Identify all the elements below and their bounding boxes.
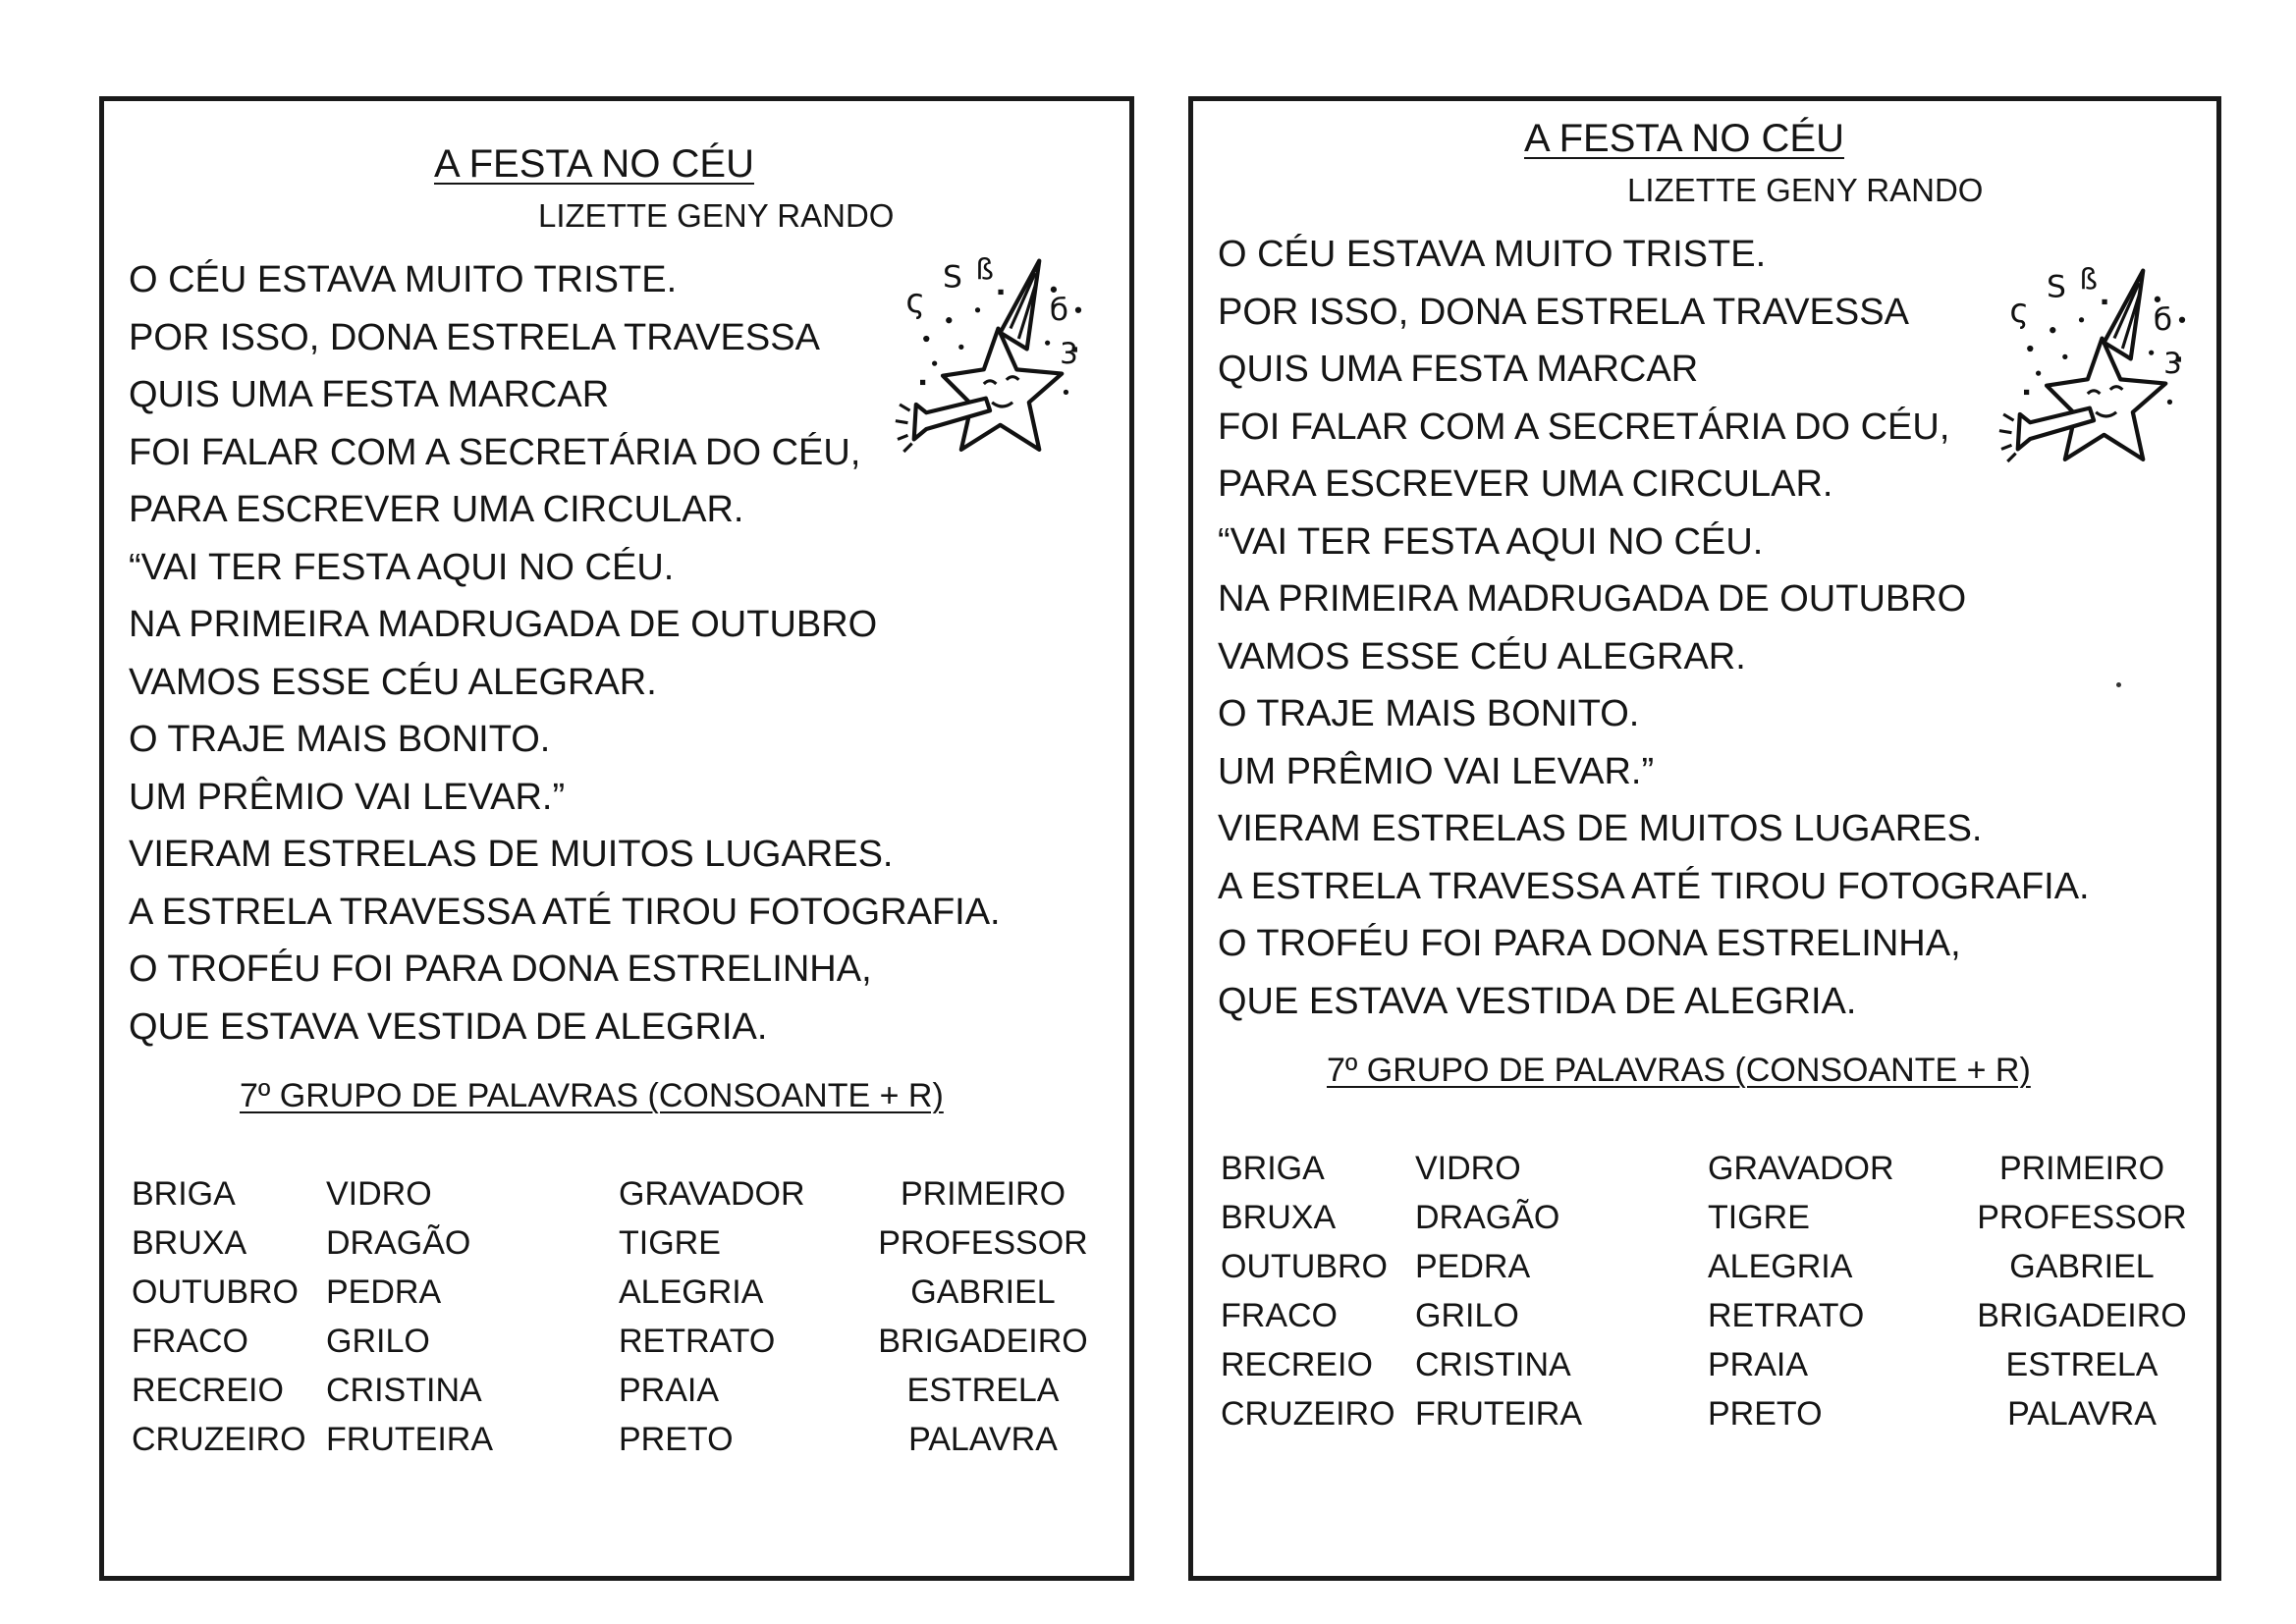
story-sheet-left — [99, 96, 1134, 1581]
poem-line: NA PRIMEIRA MADRUGADA DE OUTUBRO — [1218, 578, 1967, 620]
word: BRIGADEIRO — [878, 1323, 1088, 1360]
poem-line: O CÉU ESTAVA MUITO TRISTE. — [129, 259, 678, 300]
poem-line: PARA ESCREVER UMA CIRCULAR. — [129, 489, 744, 530]
word: GABRIEL — [910, 1273, 1056, 1311]
poem-line: QUIS UMA FESTA MARCAR — [129, 374, 610, 415]
word: BRIGA — [132, 1175, 236, 1213]
word: VIDRO — [326, 1175, 432, 1213]
word-column-2 — [1415, 1144, 1582, 1438]
word: CRISTINA — [1415, 1346, 1571, 1383]
poem-line: A ESTRELA TRAVESSA ATÉ TIROU FOTOGRAFIA. — [129, 891, 1001, 933]
word: PRIMEIRO — [900, 1175, 1066, 1213]
poem-line: O TRAJE MAIS BONITO. — [129, 719, 551, 760]
word: VIDRO — [1415, 1150, 1521, 1187]
poem-line: POR ISSO, DONA ESTRELA TRAVESSA — [1218, 291, 1909, 333]
word: ESTRELA — [2005, 1346, 2159, 1383]
word-column-3 — [619, 1169, 805, 1464]
story-title: A FESTA NO CÉU — [434, 142, 754, 186]
word: OUTUBRO — [132, 1273, 299, 1311]
word: PALAVRA — [908, 1421, 1058, 1458]
word-column-4 — [870, 1169, 1096, 1464]
word: PEDRA — [326, 1273, 442, 1311]
poem-line: VIERAM ESTRELAS DE MUITOS LUGARES. — [129, 834, 894, 875]
word: DRAGÃO — [1415, 1199, 1560, 1236]
word-column-3 — [1708, 1144, 1894, 1438]
poem-line: O CÉU ESTAVA MUITO TRISTE. — [1218, 234, 1767, 275]
word: PALAVRA — [2007, 1395, 2157, 1433]
word: BRUXA — [1221, 1199, 1337, 1236]
word: CRISTINA — [326, 1372, 482, 1409]
story-author: LIZETTE GENY RANDO — [1627, 172, 1984, 208]
word: BRIGADEIRO — [1977, 1297, 2187, 1334]
word: GRAVADOR — [1708, 1150, 1894, 1187]
word: RECREIO — [132, 1372, 284, 1409]
story-title: A FESTA NO CÉU — [1524, 117, 1844, 160]
poem-line: “VAI TER FESTA AQUI NO CÉU. — [1218, 520, 1764, 563]
poem-line: A ESTRELA TRAVESSA ATÉ TIROU FOTOGRAFIA. — [1218, 865, 2090, 907]
poem-line: O TROFÉU FOI PARA DONA ESTRELINHA, — [129, 948, 872, 990]
poem-line: PARA ESCREVER UMA CIRCULAR. — [1218, 463, 1833, 505]
word-column-2 — [326, 1169, 493, 1464]
poem-text — [1218, 226, 2090, 1030]
poem-line: O TRAJE MAIS BONITO. — [1218, 693, 1640, 734]
word: OUTUBRO — [1221, 1248, 1388, 1285]
word: ESTRELA — [906, 1372, 1060, 1409]
poem-line: UM PRÊMIO VAI LEVAR.” — [129, 776, 566, 818]
poem-line: “VAI TER FESTA AQUI NO CÉU. — [129, 546, 675, 588]
word: GRILO — [1415, 1297, 1519, 1334]
poem-line: UM PRÊMIO VAI LEVAR.” — [1218, 750, 1655, 792]
word: FRUTEIRA — [1415, 1395, 1582, 1433]
word: BRUXA — [132, 1224, 247, 1262]
word: PRIMEIRO — [1998, 1150, 2165, 1187]
poem-line: VIERAM ESTRELAS DE MUITOS LUGARES. — [1218, 808, 1983, 849]
word: GRILO — [326, 1323, 430, 1360]
word: PEDRA — [1415, 1248, 1531, 1285]
scan-speck — [2116, 682, 2121, 687]
word: PRAIA — [1708, 1346, 1809, 1383]
poem-text — [129, 251, 1001, 1056]
poem-line: VAMOS ESSE CÉU ALEGRAR. — [129, 661, 657, 703]
word: GRAVADOR — [619, 1175, 805, 1213]
story-sheet-right — [1188, 96, 2221, 1581]
poem-line: NA PRIMEIRA MADRUGADA DE OUTUBRO — [129, 604, 878, 645]
word-column-1 — [1221, 1144, 1395, 1438]
poem-line: VAMOS ESSE CÉU ALEGRAR. — [1218, 635, 1746, 677]
word: GABRIEL — [2009, 1248, 2155, 1285]
poem-line: QUE ESTAVA VESTIDA DE ALEGRIA. — [1218, 980, 1857, 1022]
word: PRAIA — [619, 1372, 720, 1409]
word: FRUTEIRA — [326, 1421, 493, 1458]
word: BRIGA — [1221, 1150, 1325, 1187]
poem-line: FOI FALAR COM A SECRETÁRIA DO CÉU, — [1218, 406, 1950, 448]
poem-line: POR ISSO, DONA ESTRELA TRAVESSA — [129, 316, 820, 358]
word: ALEGRIA — [619, 1273, 764, 1311]
story-author: LIZETTE GENY RANDO — [538, 197, 895, 234]
word: PROFESSOR — [878, 1224, 1088, 1262]
word: RECREIO — [1221, 1346, 1373, 1383]
poem-line: O TROFÉU FOI PARA DONA ESTRELINHA, — [1218, 923, 1961, 964]
word-column-1 — [132, 1169, 306, 1464]
word: DRAGÃO — [326, 1224, 471, 1262]
word: CRUZEIRO — [132, 1421, 306, 1458]
word: PROFESSOR — [1977, 1199, 2187, 1236]
word: FRACO — [132, 1323, 248, 1360]
poem-line: QUIS UMA FESTA MARCAR — [1218, 349, 1699, 390]
word-column-4 — [1969, 1144, 2195, 1438]
poem-line: FOI FALAR COM A SECRETÁRIA DO CÉU, — [129, 431, 861, 473]
word: PRETO — [1708, 1395, 1823, 1433]
word: CRUZEIRO — [1221, 1395, 1395, 1433]
word: RETRATO — [1708, 1297, 1865, 1334]
word: PRETO — [619, 1421, 734, 1458]
word: FRACO — [1221, 1297, 1338, 1334]
word: TIGRE — [619, 1224, 721, 1262]
word: RETRATO — [619, 1323, 776, 1360]
word-group-title: 7º GRUPO DE PALAVRAS (CONSOANTE + R) — [240, 1077, 944, 1114]
word: ALEGRIA — [1708, 1248, 1853, 1285]
word: TIGRE — [1708, 1199, 1810, 1236]
poem-line: QUE ESTAVA VESTIDA DE ALEGRIA. — [129, 1005, 768, 1048]
word-group-title: 7º GRUPO DE PALAVRAS (CONSOANTE + R) — [1327, 1052, 2031, 1089]
